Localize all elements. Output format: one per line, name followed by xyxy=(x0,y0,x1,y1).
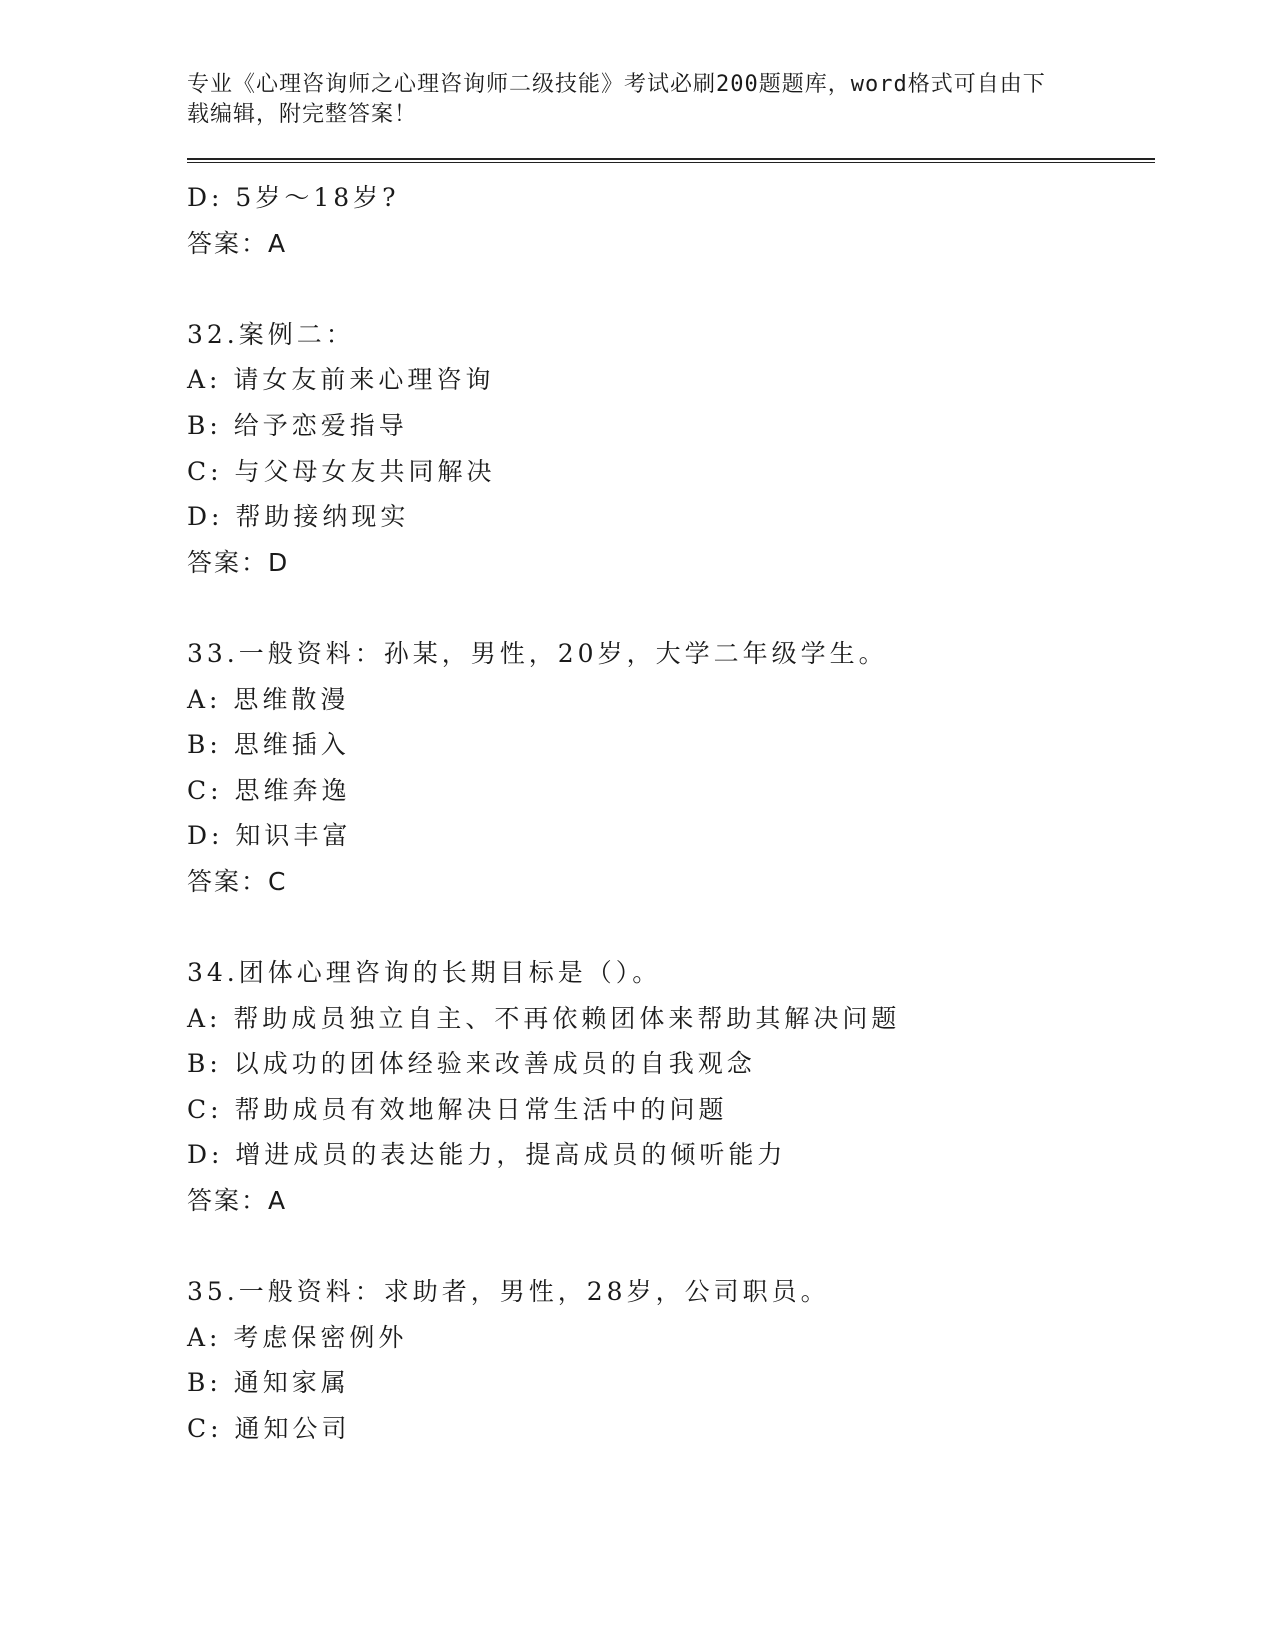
question-stem: 33.一般资料：孙某，男性，20岁，大学二年级学生。 xyxy=(187,638,888,668)
question-34 xyxy=(187,950,1155,1224)
option-d: D: 增进成员的表达能力，提高成员的倾听能力 xyxy=(187,1140,787,1170)
option-b: B: 通知家属 xyxy=(187,1368,350,1398)
answer-line: 答案：A xyxy=(187,1186,288,1216)
option-c: C: 与父母女友共同解决 xyxy=(187,456,496,486)
answer-line: 答案：C xyxy=(187,866,288,896)
option-d: D: 知识丰富 xyxy=(187,821,352,851)
question-35 xyxy=(187,1269,1155,1451)
option-b: B: 给予恋爱指导 xyxy=(187,410,408,440)
option-c: C: 帮助成员有效地解决日常生活中的问题 xyxy=(187,1094,728,1124)
document-header: 专业《心理咨询师之心理咨询师二级技能》考试必刷200题题库，word格式可自由下载编辑，附完整答案！ xyxy=(187,72,1046,127)
option-b: B: 以成功的团体经验来改善成员的自我观念 xyxy=(187,1049,756,1079)
option-a: A: 请女友前来心理咨询 xyxy=(187,365,495,395)
header-divider xyxy=(187,158,1155,163)
spacer xyxy=(187,585,1155,631)
spacer xyxy=(187,266,1155,312)
option-b: B: 思维插入 xyxy=(187,730,350,760)
answer-line: 答案：A xyxy=(187,228,288,258)
option-c: C: 通知公司 xyxy=(187,1414,351,1444)
option-a: A: 思维散漫 xyxy=(187,684,350,714)
option-a: A: 考虑保密例外 xyxy=(187,1322,408,1352)
spacer xyxy=(187,1224,1155,1270)
option-c: C: 思维奔逸 xyxy=(187,775,351,805)
question-stem: 32.案例二： xyxy=(187,319,355,349)
answer-line: 答案：D xyxy=(187,547,290,577)
option-d: D: 5岁～18岁? xyxy=(187,183,400,212)
question-stem: 34.团体心理咨询的长期目标是（）。 xyxy=(187,958,662,988)
question-32 xyxy=(187,312,1155,586)
question-stem: 35.一般资料：求助者，男性，28岁，公司职员。 xyxy=(187,1277,830,1307)
question-33 xyxy=(187,631,1155,905)
document-body xyxy=(187,175,1155,1452)
spacer xyxy=(187,905,1155,951)
option-a: A: 帮助成员独立自主、不再依赖团体来帮助其解决问题 xyxy=(187,1003,901,1033)
document-page xyxy=(187,70,1155,1452)
option-d: D: 帮助接纳现实 xyxy=(187,502,410,532)
